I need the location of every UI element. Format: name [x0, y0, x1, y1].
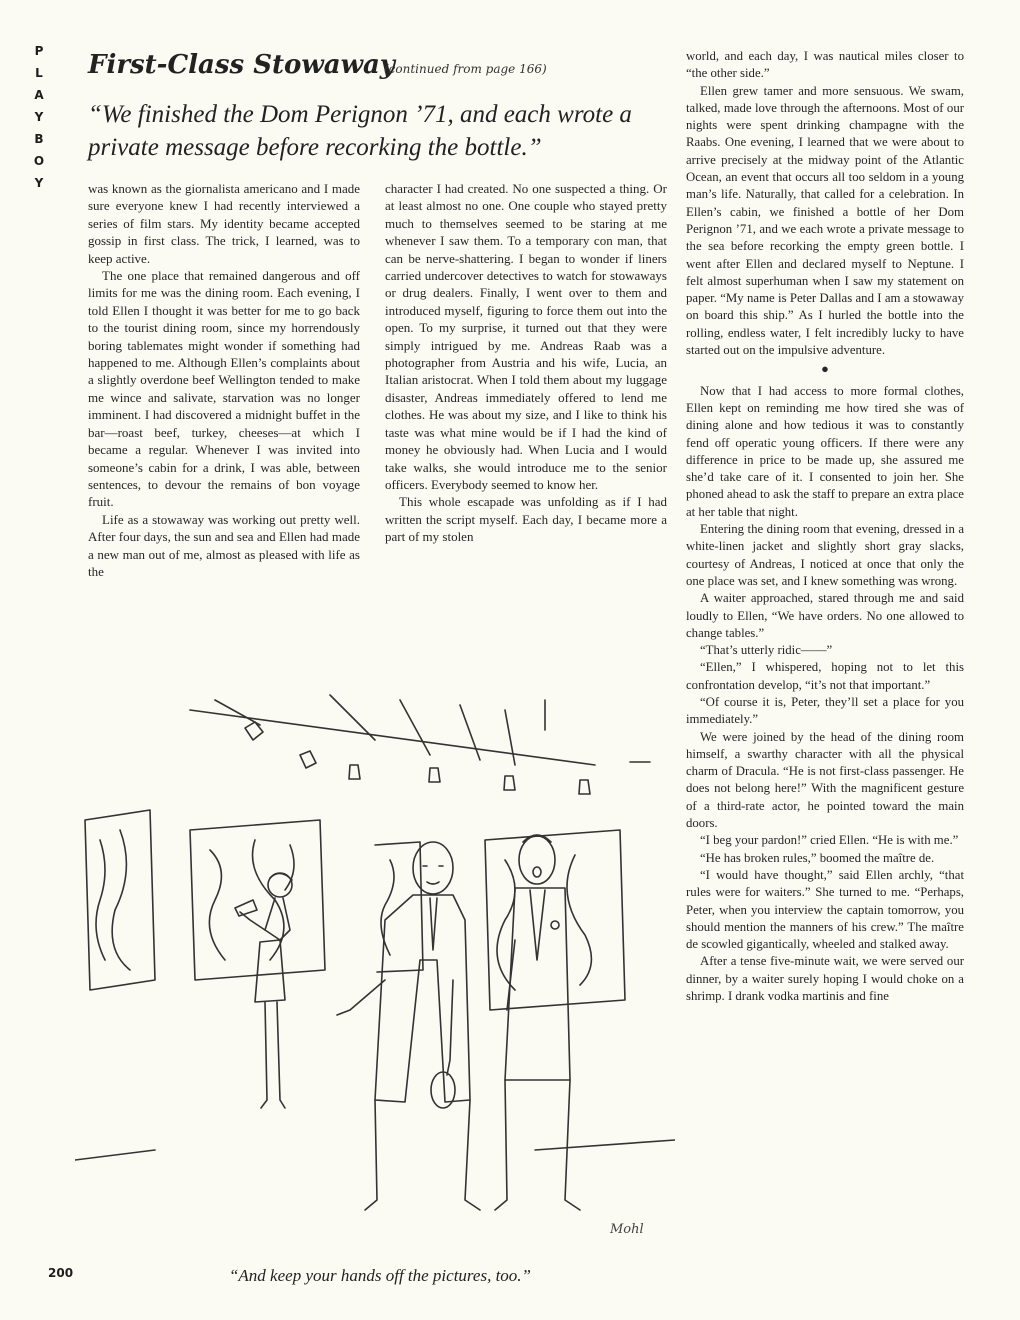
paragraph: Entering the dining room that evening, dressed in a white-linen jacket and slightly short gray slacks, courtesy of Andreas, I noticed at once that only the one place was set, and I knew something was wrong. — [686, 522, 964, 588]
paragraph: character I had created. No one suspected a thing. Or at least almost no one. One couple who stayed pretty much to themselves seemed to be staring at me whenever I saw them. To a temporary con man, that can be nerve-shattering. I began to wonder if liners carried undercover detectives to watch for stowaways or drug dealers. Finally, I went over to them and introduced myself, figuring to force them out into the open. To my surprise, it turned out that they were simply intrigued by me. Andreas Raab was a photographer from Austria and his wife, Lucia, an Italian aristocrat. When I told them about my luggage disaster, Andreas immediately offered to lend me clothes. He was about my size, and I like to think his taste was what mine would be if I had the kind of money he obviously had. When Lucia and I would take walks, she would introduce me to the senior officers. Everybody seemed to know her. — [385, 181, 667, 492]
paragraph: was known as the giornalista americano and I made sure everyone knew I had recently interviewed a series of film stars. My identity became accepted gossip in first class. The trick, I learned, was to keep active. — [88, 181, 360, 266]
page-number: 200 — [48, 1266, 74, 1280]
paragraph: The one place that remained dangerous and off limits for me was the dining room. Each evening, I told Ellen I thought it was better for me to go back to the tourist dining room, since my horrendously boring tablemates might wonder if something had happened to me. Although Ellen’s complaints about a slightly overdone beef Wellington tended to make me wince and salivate, starvation was no longer imminent. I had discovered a midnight buffet in the bar—roast beef, turkey, cheeses—at which I became a regular. Whenever I was invited into someone’s cabin for a drink, I was able, between sentences, to devour the remains of bon voyage fruit. — [88, 268, 360, 510]
paragraph: Now that I had access to more formal clothes, Ellen kept on reminding me how tired she was of dining alone and how tedious it was to constantly fend off operatic young officers. If there were any difference in price to be made up, she assured me she’d take care of it. I consented to join her. She phoned ahead to ask the staff to prepare an extra place at her table that night. — [686, 383, 964, 519]
side-label-letter: A — [34, 88, 44, 102]
paragraph: “That’s utterly ridic——” — [700, 643, 833, 658]
magazine-side-label — [24, 40, 54, 194]
side-label-letter: P — [34, 44, 44, 58]
section-divider: ● — [821, 362, 829, 377]
paragraph: After a tense five-minute wait, we were served our dinner, by a waiter surely hoping I would choke on a shrimp. I drank vodka martinis and fine — [686, 954, 964, 1004]
paragraph: “I would have thought,” said Ellen archly, “that rules were for waiters.” She turned to me. “Perhaps, Peter, when you interview the captain tomorrow, you should mention the manners of his crew.” The maître de scowled gigantically, wheeled and stalked away. — [686, 867, 964, 952]
paragraph: “He has broken rules,” boomed the maître de. — [700, 850, 935, 865]
side-label-letter: Y — [34, 176, 44, 190]
paragraph: “I beg your pardon!” cried Ellen. “He is with me.” — [700, 833, 959, 848]
column-2 — [385, 180, 667, 546]
side-label-letter: O — [33, 154, 45, 168]
paragraph: We were joined by the head of the dining room himself, a swarthy character with all the physical charm of Dracula. “He is not first-class passenger. He does not belong here!” With the magnificent gesture of a third-rate actor, he pointed toward the main doors. — [686, 729, 964, 831]
pull-quote: “We finished the Dom Perignon ’71, and each wrote a private message before recorking the bottle.” — [88, 101, 632, 161]
paragraph: world, and each day, I was nautical miles closer to “the other side.” — [686, 49, 964, 81]
column-1 — [88, 180, 360, 580]
side-label-letter: B — [34, 132, 44, 146]
artist-signature: Mohl — [610, 1222, 644, 1237]
cartoon-caption: “And keep your hands off the pictures, too.” — [228, 1266, 532, 1285]
column-3 — [686, 48, 964, 1005]
paragraph: Ellen grew tamer and more sensuous. We swam, talked, made love through the afternoons. Most of our nights were spent drinking champagne with the Raabs. One evening, I learned that we were about to arrive precisely at the midway point of the Atlantic Ocean, an event that occurs all too seldom in a young man’s life. Naturally, that called for a celebration. In Ellen’s cabin, we finished a bottle of her Dom Perignon ’71, and we each wrote a private message to the sea before recorking the empty green bottle. I went after Ellen and declared myself to Neptune. I felt almost superhuman when I saw my statement on paper. “My name is Peter Dallas and I am a stowaway on board this ship.” As I hurled the bottle into the rolling, endless water, I felt incredibly lucky to have started out on the impulsive adventure. — [686, 83, 964, 358]
paragraph: “Of course it is, Peter, they’ll set a place for you immediately.” — [686, 694, 964, 727]
continued-note: (continued from page 166) — [384, 62, 547, 76]
paragraph: Life as a stowaway was working out pretty well. After four days, the sun and sea and Ellen had made a new man out of me, almost as pleased with life as the — [88, 511, 360, 579]
side-label-letter: L — [35, 66, 43, 80]
paragraph: This whole escapade was unfolding as if I had written the script myself. Each day, I became more a part of my stolen — [385, 494, 667, 545]
paragraph: “Ellen,” I whispered, hoping not to let this confrontation develop, “it’s not that important.” — [686, 660, 964, 692]
article-title: First-Class Stowaway — [88, 50, 395, 80]
paragraph: A waiter approached, stared through me and said loudly to Ellen, “We have orders. No one allowed to change tables.” — [686, 591, 964, 640]
side-label-letter: Y — [34, 110, 44, 124]
cartoon-illustration — [75, 680, 675, 1260]
